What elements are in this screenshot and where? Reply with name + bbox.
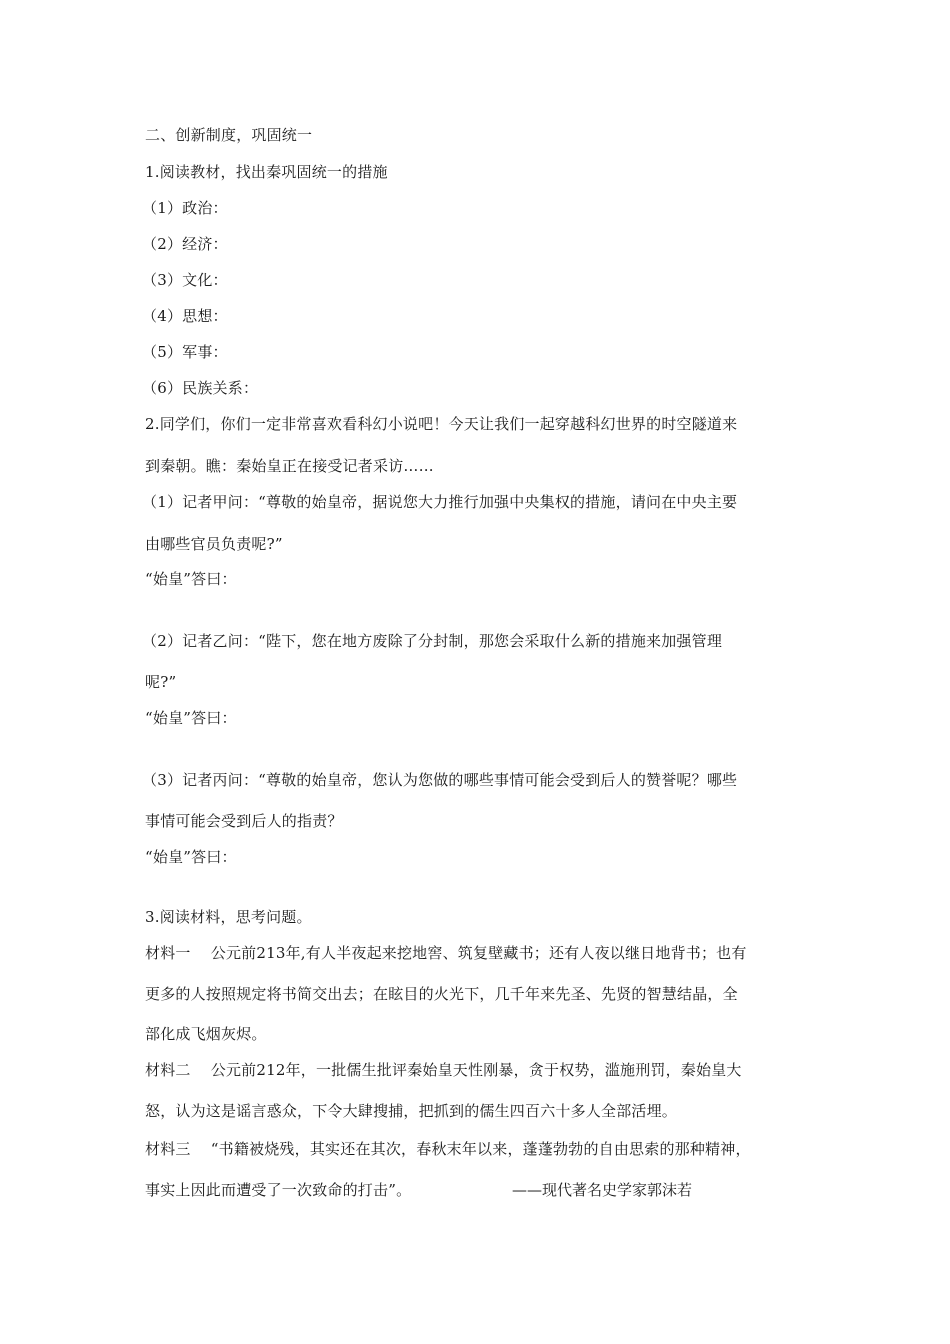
material-3-attribution: ——现代著名史学家郭沫若: [512, 1181, 693, 1199]
material-2-line1: 材料二 公元前212年，一批儒生批评秦始皇天性刚暴，贪于权势，滥施刑罚，秦始皇大: [145, 1061, 742, 1079]
answer-label-c: “始皇”答曰：: [145, 848, 237, 866]
material-3-line2: 事实上因此而遭受了一次致命的打击”。: [145, 1181, 412, 1199]
question-3-prompt: 3.阅读材料，思考问题。: [145, 908, 312, 926]
measure-item-ethnic: （6）民族关系：: [142, 379, 259, 397]
answer-label-a: “始皇”答曰：: [145, 570, 237, 588]
section-title: 二、创新制度，巩固统一: [145, 126, 313, 144]
reporter-b-question-line1: （2）记者乙问：“陛下，您在地方废除了分封制，那您会采取什么新的措施来加强管理: [142, 632, 723, 650]
reporter-b-question-line2: 呢?”: [145, 673, 177, 691]
question-2-intro-line1: 2.同学们，你们一定非常喜欢看科幻小说吧！今天让我们一起穿越科幻世界的时空隧道来: [145, 415, 738, 433]
question-1-prompt: 1.阅读教材，找出秦巩固统一的措施: [145, 163, 388, 181]
measure-item-military: （5）军事：: [142, 343, 228, 361]
reporter-c-question-line1: （3）记者丙问：“尊敬的始皇帝，您认为您做的哪些事情可能会受到后人的赞誉呢？哪些: [142, 771, 738, 789]
reporter-a-question-line1: （1）记者甲问：“尊敬的始皇帝，据说您大力推行加强中央集权的措施，请问在中央主要: [142, 493, 738, 511]
measure-item-thought: （4）思想：: [142, 307, 228, 325]
material-2-line2: 怒，认为这是谣言惑众，下令大肆搜捕，把抓到的儒生四百六十多人全部活埋。: [145, 1102, 678, 1120]
material-1-line2: 更多的人按照规定将书简交出去；在眩目的火光下，几千年来先圣、先贤的智慧结晶，全: [145, 985, 738, 1003]
material-1-line3: 部化成飞烟灰烬。: [145, 1025, 267, 1043]
measure-item-culture: （3）文化：: [142, 271, 228, 289]
reporter-c-question-line2: 事情可能会受到后人的指责？: [145, 812, 343, 830]
question-2-intro-line2: 到秦朝。瞧：秦始皇正在接受记者采访……: [145, 457, 434, 475]
answer-label-b: “始皇”答曰：: [145, 709, 237, 727]
measure-item-economy: （2）经济：: [142, 235, 228, 253]
material-1-line1: 材料一 公元前213年,有人半夜起来挖地窖、筑复壁藏书；还有人夜以继日地背书；也有: [145, 944, 747, 962]
material-3-line1: 材料三 “书籍被烧残，其实还在其次，春秋末年以来，蓬蓬勃勃的自由思索的那种精神，: [145, 1140, 751, 1158]
measure-item-politics: （1）政治：: [142, 199, 228, 217]
reporter-a-question-line2: 由哪些官员负责呢?”: [145, 535, 283, 553]
